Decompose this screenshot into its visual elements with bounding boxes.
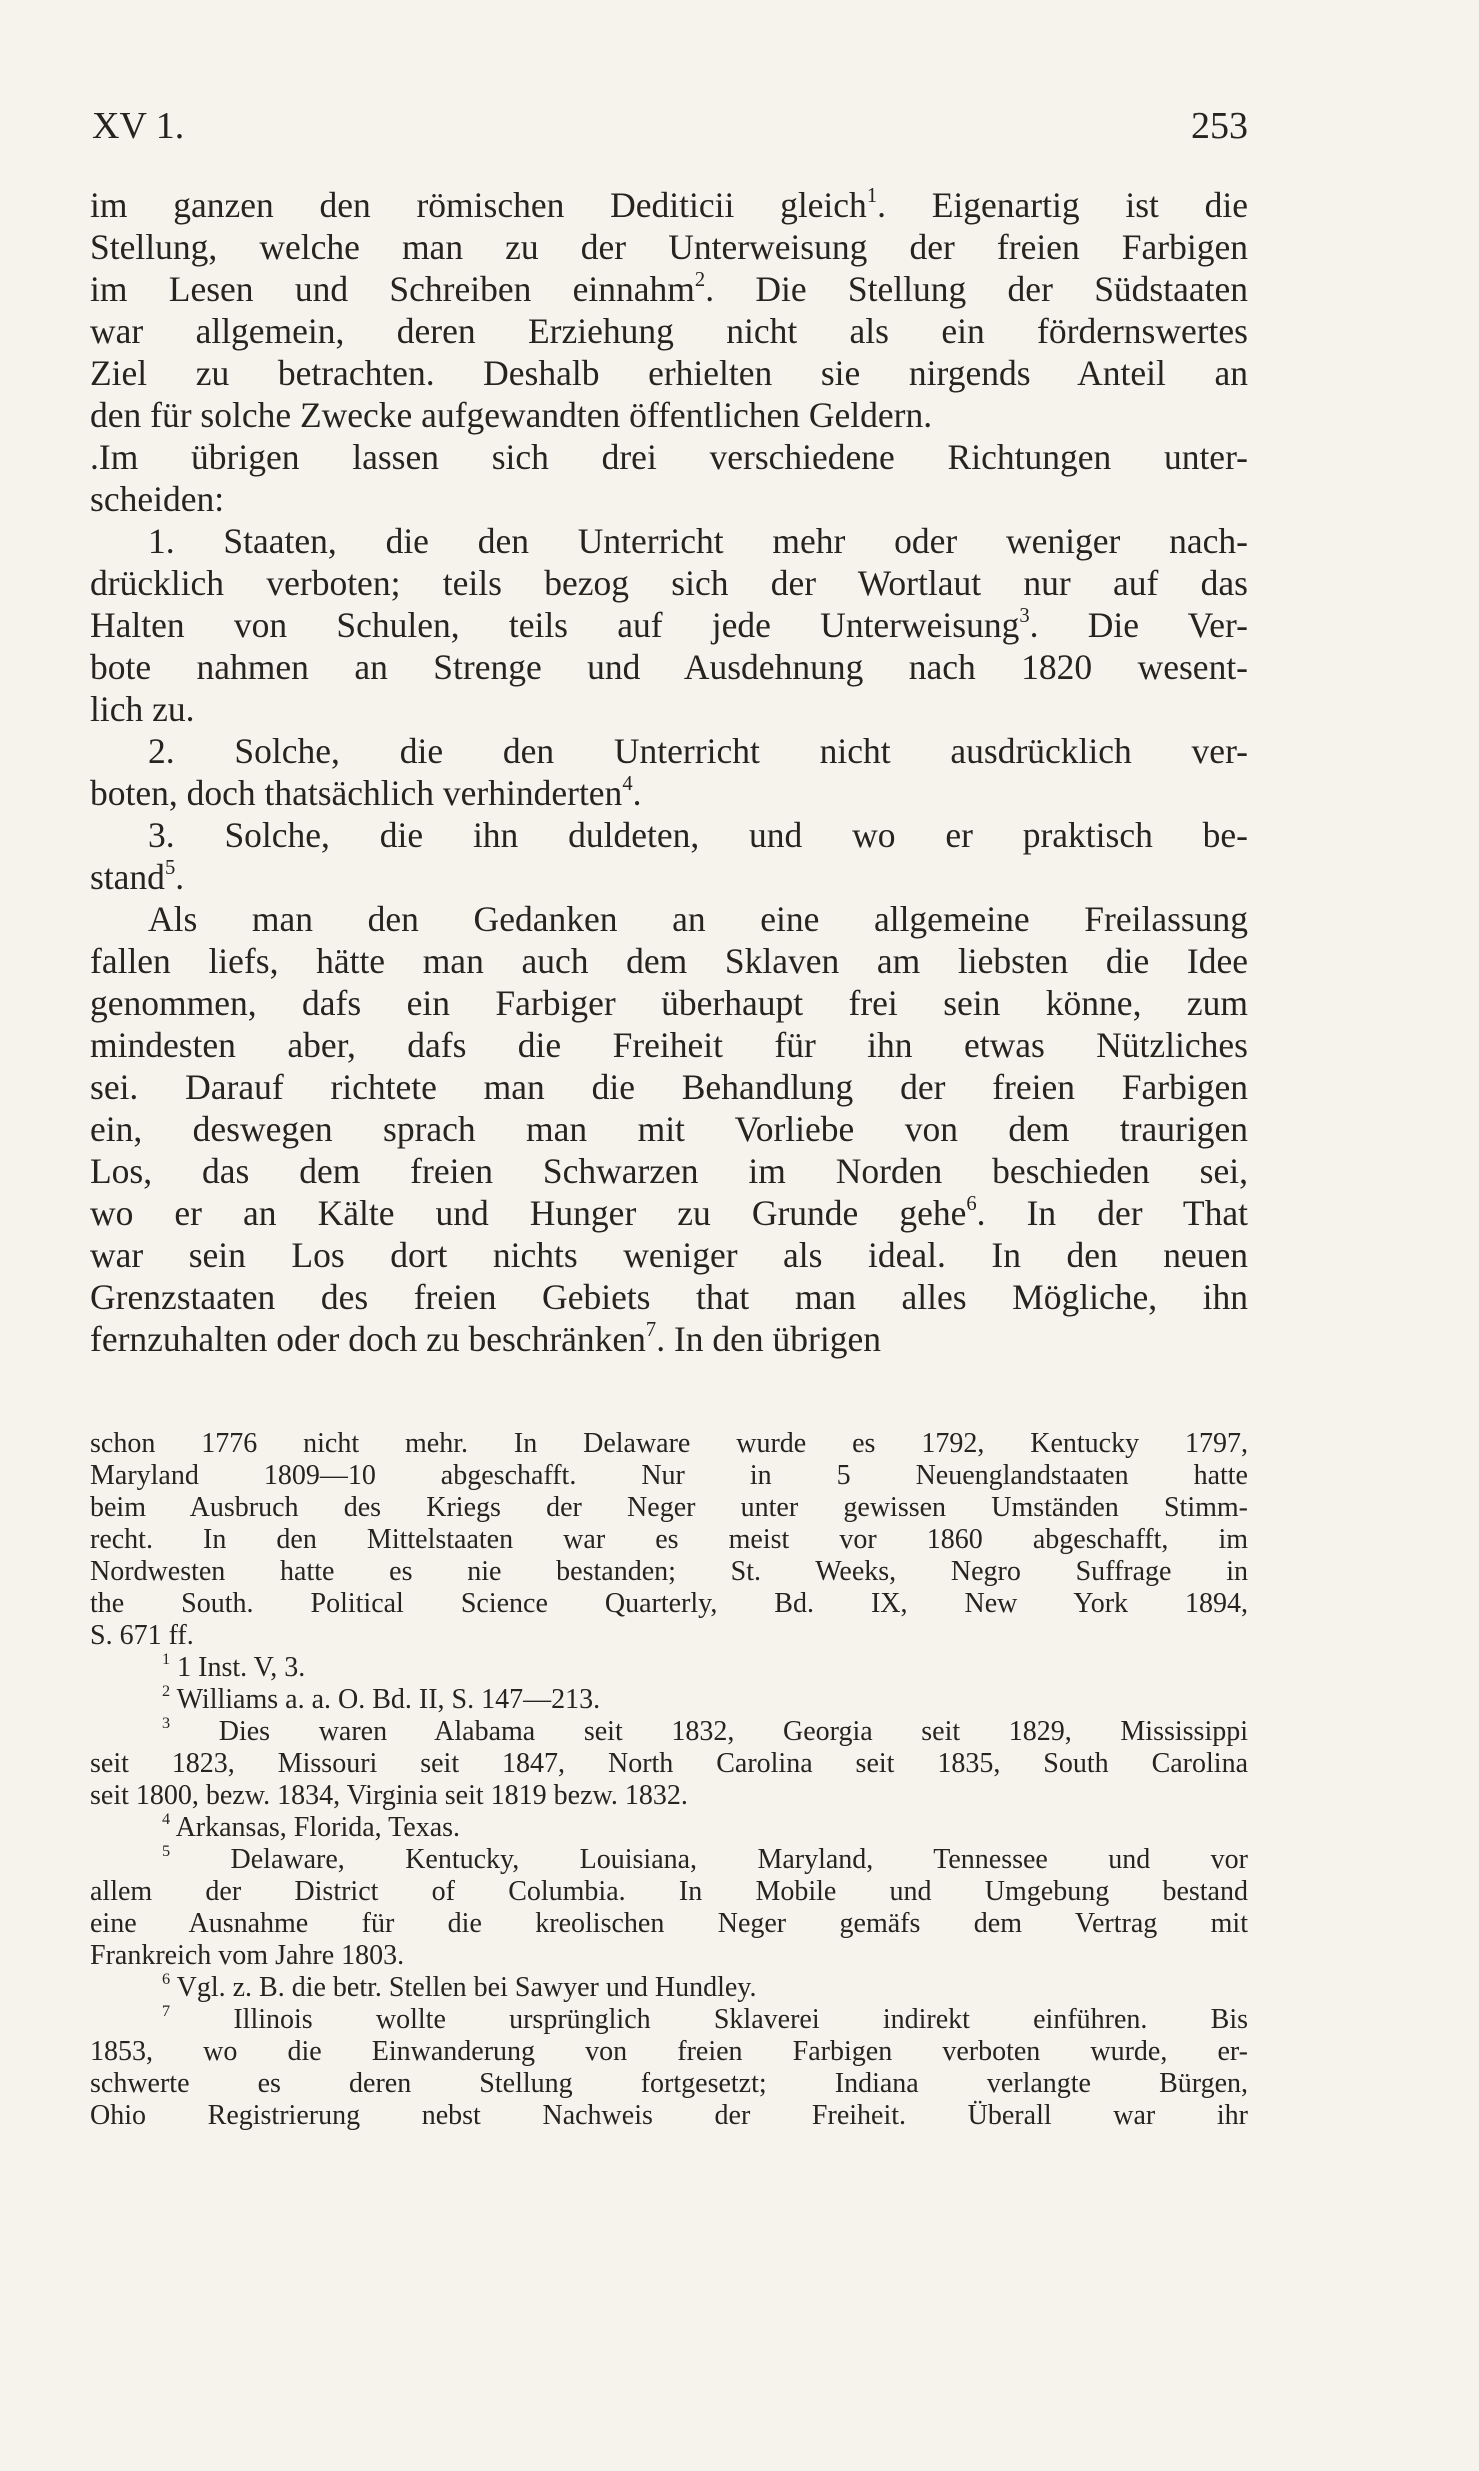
footnote-line (90, 1460, 1248, 1492)
text-run: . Eigenartig ist die (877, 185, 1248, 225)
text-run: genommen, dafs ein Farbiger überhaupt frei sein könne, zum (90, 983, 1248, 1023)
text-line (90, 1234, 1248, 1276)
text-run: . In der That (976, 1193, 1248, 1233)
text-line (90, 604, 1248, 646)
footnote-line (90, 1524, 1248, 1556)
footnote-text: Frankreich vom Jahre 1803. (90, 1940, 405, 1971)
footnote-line (90, 1428, 1248, 1460)
footnote-line (90, 1652, 1248, 1684)
text-run: Als man den Gedanken an eine allgemeine Freilassung (148, 899, 1248, 939)
text-run: scheiden: (90, 479, 225, 519)
text-line (90, 898, 1248, 940)
footnote-line (90, 1556, 1248, 1588)
text-run: den für solche Zwecke aufgewandten öffentlichen Geldern. (90, 395, 933, 435)
text-run: 1. Staaten, die den Unterricht mehr oder weniger nach- (148, 521, 1248, 561)
footnote-text: schwerte es deren Stellung fortgesetzt; Indiana verlangte Bürgen, (90, 2068, 1248, 2099)
footnote-text: seit 1823, Missouri seit 1847, North Carolina seit 1835, South Carolina (90, 1748, 1248, 1779)
text-run: sei. Darauf richtete man die Behandlung der freien Farbigen (90, 1067, 1248, 1107)
text-line (90, 226, 1248, 268)
text-line (90, 856, 1248, 898)
footnote-line (90, 1748, 1248, 1780)
footnote-ref: 2 (694, 269, 706, 292)
footnote-ref: 4 (622, 773, 633, 796)
text-run: Los, das dem freien Schwarzen im Norden beschieden sei, (90, 1151, 1248, 1191)
footnote-ref: 5 (164, 857, 176, 880)
text-run: wo er an Kälte und Hunger zu Grunde gehe (90, 1193, 967, 1233)
footnote-line (90, 1620, 1248, 1652)
footnote-number: 2 (162, 1682, 171, 1701)
text-run: stand (90, 857, 165, 897)
footnote-text: Williams a. a. O. Bd. II, S. 147—213. (170, 1684, 601, 1715)
text-run: ein, deswegen sprach man mit Vorliebe von dem traurigen (90, 1109, 1248, 1149)
footnote-text: Maryland 1809—10 abgeschafft. Nur in 5 Neuenglandstaaten hatte (90, 1460, 1248, 1491)
footnote-text: Vgl. z. B. die betr. Stellen bei Sawyer und Hundley. (170, 1972, 757, 2003)
text-line (90, 352, 1248, 394)
text-line (90, 772, 1248, 814)
text-run: . (175, 857, 185, 897)
text-run: Stellung, welche man zu der Unterweisung der freien Farbigen (90, 227, 1248, 267)
footnote-line (90, 1588, 1248, 1620)
footnote-text: schon 1776 nicht mehr. In Delaware wurde es 1792, Kentucky 1797, (90, 1428, 1248, 1459)
footnote-line (90, 1876, 1248, 1908)
text-run: . (632, 773, 642, 813)
text-run: . Die Stellung der Südstaaten (705, 269, 1248, 309)
footnote-ref: 6 (966, 1193, 977, 1216)
footnote-line (90, 1908, 1248, 1940)
text-line (90, 1192, 1248, 1234)
footnote-text: Dies waren Alabama seit 1832, Georgia seit 1829, Mississippi (170, 1716, 1248, 1747)
footnote-line (90, 1812, 1248, 1844)
footnote-line (90, 1492, 1248, 1524)
text-line (90, 982, 1248, 1024)
footnote-text: S. 671 ff. (90, 1620, 194, 1651)
text-line (90, 1024, 1248, 1066)
text-line (90, 1150, 1248, 1192)
footnote-text: the South. Political Science Quarterly, Bd. IX, New York 1894, (90, 1588, 1248, 1619)
footnote-line (90, 1972, 1248, 2004)
footnote-line (90, 2004, 1248, 2036)
text-line (90, 646, 1248, 688)
text-run: . In den übrigen (656, 1319, 881, 1359)
footnote-number: 1 (162, 1650, 171, 1669)
footnote-number: 5 (162, 1842, 171, 1861)
footnote-line (90, 2100, 1248, 2132)
text-run: drücklich verboten; teils bezog sich der Wortlaut nur auf das (90, 563, 1248, 603)
page-number: 253 (1191, 105, 1248, 147)
footnote-text: Arkansas, Florida, Texas. (170, 1812, 461, 1843)
footnote-text: Illinois wollte ursprünglich Sklaverei indirekt einführen. Bis (170, 2004, 1248, 2035)
text-run: war allgemein, deren Erziehung nicht als ein fördernswertes (90, 311, 1248, 351)
text-line (90, 688, 1248, 730)
footnote-line (90, 2036, 1248, 2068)
footnote-line (90, 1940, 1248, 1972)
text-line (90, 1066, 1248, 1108)
footnote-line (90, 1684, 1248, 1716)
text-line (90, 1108, 1248, 1150)
footnote-line (90, 1844, 1248, 1876)
text-line (90, 940, 1248, 982)
footnote-text: Ohio Registrierung nebst Nachweis der Freiheit. Überall war ihr (90, 2100, 1248, 2131)
footnote-number: 7 (162, 2002, 171, 2021)
text-run: Ziel zu betrachten. Deshalb erhielten sie nirgends Anteil an (90, 353, 1248, 393)
text-line (90, 1318, 1248, 1360)
text-line (90, 562, 1248, 604)
text-run: lich zu. (90, 689, 195, 729)
text-run: fallen liefs, hätte man auch dem Sklaven am liebsten die Idee (90, 941, 1248, 981)
text-line (90, 394, 1248, 436)
text-run: .Im übrigen lassen sich drei verschiedene Richtungen unter- (90, 437, 1248, 477)
footnote-ref: 3 (1019, 605, 1030, 628)
footnote-ref: 7 (645, 1319, 657, 1342)
text-line (90, 478, 1248, 520)
footnote-number: 4 (162, 1810, 171, 1829)
text-run: mindesten aber, dafs die Freiheit für ihn etwas Nützliches (90, 1025, 1248, 1065)
text-run: Halten von Schulen, teils auf jede Unterweisung (90, 605, 1020, 645)
main-text (90, 184, 1248, 1360)
footnote-ref: 1 (866, 185, 878, 208)
text-line (90, 268, 1248, 310)
footnote-text: beim Ausbruch des Kriegs der Neger unter gewissen Umständen Stimm- (90, 1492, 1248, 1523)
footnote-text: 1853, wo die Einwanderung von freien Farbigen verboten wurde, er- (90, 2036, 1248, 2067)
footnote-line (90, 1780, 1248, 1812)
footnote-number: 3 (162, 1714, 171, 1733)
text-line (90, 814, 1248, 856)
text-line (90, 520, 1248, 562)
footnote-text: recht. In den Mittelstaaten war es meist vor 1860 abgeschafft, im (90, 1524, 1248, 1555)
footnote-text: allem der District of Columbia. In Mobile und Umgebung bestand (90, 1876, 1248, 1907)
text-line (90, 1276, 1248, 1318)
footnote-text: seit 1800, bezw. 1834, Virginia seit 1819 bezw. 1832. (90, 1780, 688, 1811)
text-run: im ganzen den römischen Dediticii gleich (90, 185, 867, 225)
text-run: 3. Solche, die ihn duldeten, und wo er praktisch be- (148, 815, 1248, 855)
text-run: 2. Solche, die den Unterricht nicht ausdrücklich ver- (148, 731, 1248, 771)
text-line (90, 436, 1248, 478)
text-run: boten, doch thatsächlich verhinderten (90, 773, 623, 813)
footnote-line (90, 2068, 1248, 2100)
text-run: war sein Los dort nichts weniger als ideal. In den neuen (90, 1235, 1248, 1275)
text-line (90, 184, 1248, 226)
footnote-text: Delaware, Kentucky, Louisiana, Maryland, Tennessee und vor (170, 1844, 1248, 1875)
text-run: fernzuhalten oder doch zu beschränken (90, 1319, 646, 1359)
footnote-number: 6 (162, 1970, 171, 1989)
text-line (90, 310, 1248, 352)
section-number: XV 1. (92, 105, 185, 147)
footnote-line (90, 1716, 1248, 1748)
running-head (92, 100, 1248, 152)
text-line (90, 730, 1248, 772)
text-run: bote nahmen an Strenge und Ausdehnung nach 1820 wesent- (90, 647, 1248, 687)
text-run: im Lesen und Schreiben einnahm (90, 269, 695, 309)
footnote-text: eine Ausnahme für die kreolischen Neger gemäfs dem Vertrag mit (90, 1908, 1248, 1939)
footnote-text: Nordwesten hatte es nie bestanden; St. Weeks, Negro Suffrage in (90, 1556, 1248, 1587)
footnotes (90, 1428, 1248, 2132)
text-run: . Die Ver- (1029, 605, 1248, 645)
text-run: Grenzstaaten des freien Gebiets that man alles Mögliche, ihn (90, 1277, 1248, 1317)
footnote-text: 1 Inst. V, 3. (170, 1652, 306, 1683)
